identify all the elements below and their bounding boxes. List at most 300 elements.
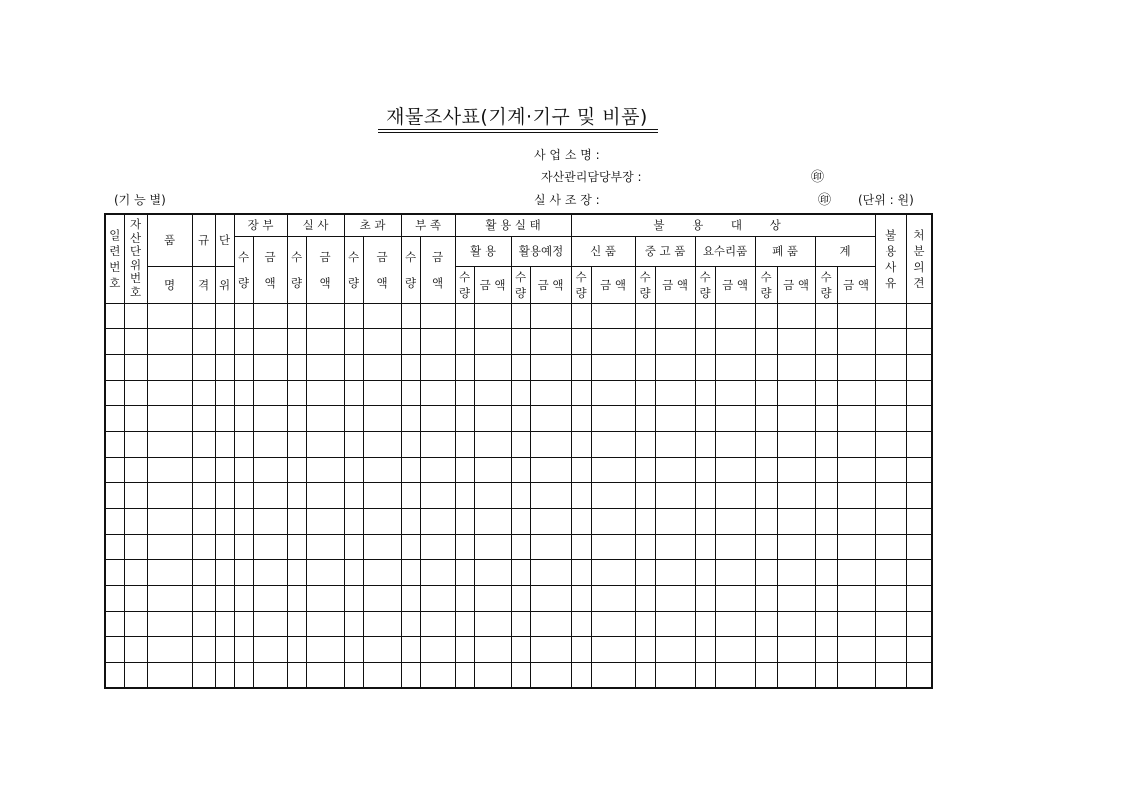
table-cell[interactable] bbox=[105, 560, 124, 586]
table-cell[interactable] bbox=[105, 534, 124, 560]
table-cell[interactable] bbox=[234, 483, 253, 509]
table-cell[interactable] bbox=[234, 354, 253, 380]
table-cell[interactable] bbox=[401, 637, 420, 663]
table-cell[interactable] bbox=[875, 380, 906, 406]
table-cell[interactable] bbox=[815, 663, 837, 689]
table-cell[interactable] bbox=[192, 431, 215, 457]
table-cell[interactable] bbox=[511, 354, 530, 380]
table-cell[interactable] bbox=[401, 509, 420, 535]
table-cell[interactable] bbox=[837, 483, 875, 509]
table-cell[interactable] bbox=[215, 457, 234, 483]
table-cell[interactable] bbox=[655, 329, 695, 355]
table-cell[interactable] bbox=[401, 560, 420, 586]
table-cell[interactable] bbox=[837, 534, 875, 560]
table-cell[interactable] bbox=[344, 611, 363, 637]
table-cell[interactable] bbox=[455, 354, 474, 380]
table-cell[interactable] bbox=[777, 380, 815, 406]
table-cell[interactable] bbox=[777, 354, 815, 380]
table-cell[interactable] bbox=[474, 380, 511, 406]
table-cell[interactable] bbox=[420, 534, 455, 560]
table-cell[interactable] bbox=[530, 586, 571, 612]
table-cell[interactable] bbox=[147, 483, 192, 509]
table-cell[interactable] bbox=[511, 611, 530, 637]
table-cell[interactable] bbox=[655, 637, 695, 663]
table-cell[interactable] bbox=[105, 354, 124, 380]
table-cell[interactable] bbox=[474, 663, 511, 689]
table-cell[interactable] bbox=[344, 586, 363, 612]
table-cell[interactable] bbox=[455, 663, 474, 689]
table-cell[interactable] bbox=[401, 329, 420, 355]
table-cell[interactable] bbox=[455, 457, 474, 483]
table-cell[interactable] bbox=[253, 303, 287, 329]
table-cell[interactable] bbox=[147, 534, 192, 560]
table-cell[interactable] bbox=[287, 380, 306, 406]
table-cell[interactable] bbox=[815, 329, 837, 355]
table-cell[interactable] bbox=[695, 431, 715, 457]
table-cell[interactable] bbox=[234, 509, 253, 535]
table-cell[interactable] bbox=[875, 303, 906, 329]
table-cell[interactable] bbox=[124, 457, 147, 483]
table-cell[interactable] bbox=[635, 663, 655, 689]
table-cell[interactable] bbox=[215, 560, 234, 586]
table-cell[interactable] bbox=[511, 406, 530, 432]
table-cell[interactable] bbox=[253, 329, 287, 355]
table-cell[interactable] bbox=[875, 354, 906, 380]
table-cell[interactable] bbox=[234, 303, 253, 329]
table-cell[interactable] bbox=[306, 380, 344, 406]
table-cell[interactable] bbox=[420, 509, 455, 535]
table-cell[interactable] bbox=[363, 611, 401, 637]
table-cell[interactable] bbox=[815, 560, 837, 586]
table-cell[interactable] bbox=[815, 303, 837, 329]
table-cell[interactable] bbox=[215, 586, 234, 612]
table-cell[interactable] bbox=[591, 663, 635, 689]
table-cell[interactable] bbox=[511, 663, 530, 689]
table-cell[interactable] bbox=[147, 637, 192, 663]
table-cell[interactable] bbox=[344, 637, 363, 663]
table-cell[interactable] bbox=[105, 611, 124, 637]
table-cell[interactable] bbox=[455, 560, 474, 586]
table-cell[interactable] bbox=[420, 483, 455, 509]
table-cell[interactable] bbox=[474, 354, 511, 380]
table-cell[interactable] bbox=[344, 534, 363, 560]
table-cell[interactable] bbox=[695, 509, 715, 535]
table-cell[interactable] bbox=[875, 329, 906, 355]
table-cell[interactable] bbox=[875, 509, 906, 535]
table-cell[interactable] bbox=[511, 534, 530, 560]
table-cell[interactable] bbox=[287, 560, 306, 586]
table-cell[interactable] bbox=[591, 406, 635, 432]
table-cell[interactable] bbox=[253, 586, 287, 612]
table-cell[interactable] bbox=[815, 586, 837, 612]
table-cell[interactable] bbox=[655, 354, 695, 380]
table-cell[interactable] bbox=[420, 611, 455, 637]
table-cell[interactable] bbox=[474, 586, 511, 612]
table-cell[interactable] bbox=[253, 380, 287, 406]
table-cell[interactable] bbox=[777, 560, 815, 586]
table-cell[interactable] bbox=[124, 303, 147, 329]
table-cell[interactable] bbox=[906, 457, 932, 483]
table-cell[interactable] bbox=[474, 509, 511, 535]
table-cell[interactable] bbox=[234, 560, 253, 586]
table-cell[interactable] bbox=[571, 637, 591, 663]
table-cell[interactable] bbox=[906, 380, 932, 406]
table-cell[interactable] bbox=[635, 534, 655, 560]
table-cell[interactable] bbox=[306, 329, 344, 355]
table-cell[interactable] bbox=[147, 380, 192, 406]
table-cell[interactable] bbox=[192, 663, 215, 689]
table-cell[interactable] bbox=[306, 354, 344, 380]
table-cell[interactable] bbox=[105, 406, 124, 432]
table-cell[interactable] bbox=[571, 483, 591, 509]
table-cell[interactable] bbox=[215, 534, 234, 560]
table-cell[interactable] bbox=[192, 637, 215, 663]
table-cell[interactable] bbox=[147, 329, 192, 355]
table-cell[interactable] bbox=[777, 431, 815, 457]
table-cell[interactable] bbox=[401, 534, 420, 560]
table-cell[interactable] bbox=[906, 354, 932, 380]
table-cell[interactable] bbox=[363, 354, 401, 380]
table-cell[interactable] bbox=[124, 534, 147, 560]
table-cell[interactable] bbox=[837, 406, 875, 432]
table-cell[interactable] bbox=[695, 534, 715, 560]
table-cell[interactable] bbox=[147, 586, 192, 612]
table-cell[interactable] bbox=[105, 457, 124, 483]
table-cell[interactable] bbox=[124, 586, 147, 612]
table-cell[interactable] bbox=[715, 354, 755, 380]
table-cell[interactable] bbox=[363, 329, 401, 355]
table-cell[interactable] bbox=[420, 431, 455, 457]
table-cell[interactable] bbox=[105, 483, 124, 509]
table-cell[interactable] bbox=[253, 354, 287, 380]
table-cell[interactable] bbox=[215, 303, 234, 329]
table-cell[interactable] bbox=[755, 380, 777, 406]
table-cell[interactable] bbox=[815, 380, 837, 406]
table-cell[interactable] bbox=[571, 329, 591, 355]
table-cell[interactable] bbox=[906, 611, 932, 637]
table-cell[interactable] bbox=[306, 457, 344, 483]
table-cell[interactable] bbox=[253, 663, 287, 689]
table-cell[interactable] bbox=[124, 560, 147, 586]
table-cell[interactable] bbox=[530, 431, 571, 457]
table-cell[interactable] bbox=[815, 406, 837, 432]
table-cell[interactable] bbox=[363, 483, 401, 509]
table-cell[interactable] bbox=[571, 303, 591, 329]
table-cell[interactable] bbox=[715, 534, 755, 560]
table-cell[interactable] bbox=[655, 406, 695, 432]
table-cell[interactable] bbox=[875, 534, 906, 560]
table-cell[interactable] bbox=[906, 329, 932, 355]
table-cell[interactable] bbox=[511, 637, 530, 663]
table-cell[interactable] bbox=[287, 303, 306, 329]
table-cell[interactable] bbox=[124, 354, 147, 380]
table-cell[interactable] bbox=[124, 406, 147, 432]
table-cell[interactable] bbox=[455, 380, 474, 406]
table-cell[interactable] bbox=[777, 329, 815, 355]
table-cell[interactable] bbox=[192, 611, 215, 637]
table-cell[interactable] bbox=[875, 483, 906, 509]
table-cell[interactable] bbox=[655, 303, 695, 329]
table-cell[interactable] bbox=[837, 509, 875, 535]
table-cell[interactable] bbox=[906, 534, 932, 560]
table-cell[interactable] bbox=[755, 303, 777, 329]
table-cell[interactable] bbox=[401, 663, 420, 689]
table-cell[interactable] bbox=[234, 380, 253, 406]
table-cell[interactable] bbox=[192, 457, 215, 483]
table-cell[interactable] bbox=[715, 406, 755, 432]
table-cell[interactable] bbox=[571, 586, 591, 612]
table-cell[interactable] bbox=[455, 611, 474, 637]
table-cell[interactable] bbox=[755, 406, 777, 432]
table-cell[interactable] bbox=[571, 534, 591, 560]
table-cell[interactable] bbox=[591, 637, 635, 663]
table-cell[interactable] bbox=[215, 611, 234, 637]
table-cell[interactable] bbox=[591, 431, 635, 457]
table-cell[interactable] bbox=[474, 637, 511, 663]
table-cell[interactable] bbox=[777, 406, 815, 432]
table-cell[interactable] bbox=[635, 509, 655, 535]
table-cell[interactable] bbox=[530, 329, 571, 355]
table-cell[interactable] bbox=[695, 637, 715, 663]
table-cell[interactable] bbox=[655, 509, 695, 535]
table-cell[interactable] bbox=[124, 611, 147, 637]
table-cell[interactable] bbox=[715, 637, 755, 663]
table-cell[interactable] bbox=[344, 663, 363, 689]
table-cell[interactable] bbox=[571, 509, 591, 535]
table-cell[interactable] bbox=[655, 457, 695, 483]
table-cell[interactable] bbox=[306, 483, 344, 509]
table-cell[interactable] bbox=[124, 431, 147, 457]
table-cell[interactable] bbox=[591, 457, 635, 483]
table-cell[interactable] bbox=[253, 534, 287, 560]
table-cell[interactable] bbox=[306, 586, 344, 612]
table-cell[interactable] bbox=[875, 457, 906, 483]
table-cell[interactable] bbox=[474, 303, 511, 329]
table-cell[interactable] bbox=[192, 406, 215, 432]
table-cell[interactable] bbox=[344, 483, 363, 509]
table-cell[interactable] bbox=[253, 611, 287, 637]
table-cell[interactable] bbox=[635, 483, 655, 509]
table-cell[interactable] bbox=[455, 303, 474, 329]
table-cell[interactable] bbox=[147, 509, 192, 535]
table-cell[interactable] bbox=[635, 586, 655, 612]
table-cell[interactable] bbox=[815, 534, 837, 560]
table-cell[interactable] bbox=[455, 329, 474, 355]
table-cell[interactable] bbox=[253, 560, 287, 586]
table-cell[interactable] bbox=[306, 509, 344, 535]
table-cell[interactable] bbox=[287, 483, 306, 509]
table-cell[interactable] bbox=[755, 560, 777, 586]
table-cell[interactable] bbox=[530, 354, 571, 380]
table-cell[interactable] bbox=[124, 509, 147, 535]
table-cell[interactable] bbox=[344, 509, 363, 535]
table-cell[interactable] bbox=[571, 611, 591, 637]
table-cell[interactable] bbox=[815, 431, 837, 457]
table-cell[interactable] bbox=[215, 637, 234, 663]
table-cell[interactable] bbox=[215, 329, 234, 355]
table-cell[interactable] bbox=[344, 354, 363, 380]
table-cell[interactable] bbox=[815, 611, 837, 637]
table-cell[interactable] bbox=[695, 380, 715, 406]
table-cell[interactable] bbox=[420, 457, 455, 483]
table-cell[interactable] bbox=[875, 586, 906, 612]
table-cell[interactable] bbox=[815, 457, 837, 483]
table-cell[interactable] bbox=[474, 457, 511, 483]
table-cell[interactable] bbox=[530, 534, 571, 560]
table-cell[interactable] bbox=[234, 406, 253, 432]
table-cell[interactable] bbox=[591, 509, 635, 535]
table-cell[interactable] bbox=[474, 534, 511, 560]
table-cell[interactable] bbox=[234, 329, 253, 355]
table-cell[interactable] bbox=[344, 303, 363, 329]
table-cell[interactable] bbox=[147, 354, 192, 380]
table-cell[interactable] bbox=[875, 560, 906, 586]
table-cell[interactable] bbox=[474, 431, 511, 457]
table-cell[interactable] bbox=[287, 663, 306, 689]
table-cell[interactable] bbox=[906, 663, 932, 689]
table-cell[interactable] bbox=[906, 431, 932, 457]
table-cell[interactable] bbox=[695, 483, 715, 509]
table-cell[interactable] bbox=[875, 431, 906, 457]
table-cell[interactable] bbox=[105, 663, 124, 689]
table-cell[interactable] bbox=[571, 354, 591, 380]
table-cell[interactable] bbox=[755, 663, 777, 689]
table-cell[interactable] bbox=[655, 586, 695, 612]
table-cell[interactable] bbox=[511, 457, 530, 483]
table-cell[interactable] bbox=[363, 431, 401, 457]
table-cell[interactable] bbox=[591, 483, 635, 509]
table-cell[interactable] bbox=[147, 663, 192, 689]
table-cell[interactable] bbox=[147, 560, 192, 586]
table-cell[interactable] bbox=[906, 406, 932, 432]
table-cell[interactable] bbox=[815, 509, 837, 535]
table-cell[interactable] bbox=[755, 509, 777, 535]
table-cell[interactable] bbox=[591, 303, 635, 329]
table-cell[interactable] bbox=[837, 354, 875, 380]
table-cell[interactable] bbox=[192, 560, 215, 586]
table-cell[interactable] bbox=[755, 534, 777, 560]
table-cell[interactable] bbox=[511, 586, 530, 612]
table-cell[interactable] bbox=[906, 483, 932, 509]
table-cell[interactable] bbox=[906, 509, 932, 535]
table-cell[interactable] bbox=[147, 457, 192, 483]
table-cell[interactable] bbox=[455, 509, 474, 535]
table-cell[interactable] bbox=[420, 354, 455, 380]
table-cell[interactable] bbox=[715, 509, 755, 535]
table-cell[interactable] bbox=[906, 586, 932, 612]
table-cell[interactable] bbox=[755, 611, 777, 637]
table-cell[interactable] bbox=[344, 406, 363, 432]
table-cell[interactable] bbox=[147, 303, 192, 329]
table-cell[interactable] bbox=[530, 560, 571, 586]
table-cell[interactable] bbox=[105, 431, 124, 457]
table-cell[interactable] bbox=[715, 586, 755, 612]
table-cell[interactable] bbox=[455, 406, 474, 432]
table-cell[interactable] bbox=[287, 354, 306, 380]
table-cell[interactable] bbox=[777, 303, 815, 329]
table-cell[interactable] bbox=[571, 663, 591, 689]
table-cell[interactable] bbox=[474, 329, 511, 355]
table-cell[interactable] bbox=[363, 303, 401, 329]
table-cell[interactable] bbox=[777, 509, 815, 535]
table-cell[interactable] bbox=[420, 380, 455, 406]
table-cell[interactable] bbox=[234, 534, 253, 560]
table-cell[interactable] bbox=[401, 586, 420, 612]
table-cell[interactable] bbox=[455, 483, 474, 509]
table-cell[interactable] bbox=[755, 483, 777, 509]
table-cell[interactable] bbox=[306, 406, 344, 432]
table-cell[interactable] bbox=[530, 303, 571, 329]
table-cell[interactable] bbox=[147, 431, 192, 457]
table-cell[interactable] bbox=[777, 457, 815, 483]
table-cell[interactable] bbox=[192, 534, 215, 560]
table-cell[interactable] bbox=[147, 406, 192, 432]
table-cell[interactable] bbox=[837, 380, 875, 406]
table-cell[interactable] bbox=[215, 509, 234, 535]
table-cell[interactable] bbox=[695, 354, 715, 380]
table-cell[interactable] bbox=[363, 534, 401, 560]
table-cell[interactable] bbox=[474, 406, 511, 432]
table-cell[interactable] bbox=[715, 560, 755, 586]
table-cell[interactable] bbox=[401, 354, 420, 380]
table-cell[interactable] bbox=[715, 431, 755, 457]
table-cell[interactable] bbox=[695, 611, 715, 637]
table-cell[interactable] bbox=[655, 431, 695, 457]
table-cell[interactable] bbox=[837, 329, 875, 355]
table-cell[interactable] bbox=[474, 560, 511, 586]
table-cell[interactable] bbox=[455, 534, 474, 560]
table-cell[interactable] bbox=[363, 406, 401, 432]
table-cell[interactable] bbox=[363, 509, 401, 535]
table-cell[interactable] bbox=[306, 663, 344, 689]
table-cell[interactable] bbox=[530, 483, 571, 509]
table-cell[interactable] bbox=[695, 663, 715, 689]
table-cell[interactable] bbox=[105, 637, 124, 663]
table-cell[interactable] bbox=[837, 560, 875, 586]
table-cell[interactable] bbox=[401, 457, 420, 483]
table-cell[interactable] bbox=[511, 380, 530, 406]
table-cell[interactable] bbox=[635, 354, 655, 380]
table-cell[interactable] bbox=[192, 380, 215, 406]
table-cell[interactable] bbox=[124, 637, 147, 663]
table-cell[interactable] bbox=[401, 303, 420, 329]
table-cell[interactable] bbox=[306, 560, 344, 586]
table-cell[interactable] bbox=[777, 534, 815, 560]
table-cell[interactable] bbox=[837, 611, 875, 637]
table-cell[interactable] bbox=[215, 483, 234, 509]
table-cell[interactable] bbox=[253, 509, 287, 535]
table-cell[interactable] bbox=[591, 560, 635, 586]
table-cell[interactable] bbox=[306, 534, 344, 560]
table-cell[interactable] bbox=[837, 431, 875, 457]
table-cell[interactable] bbox=[420, 637, 455, 663]
table-cell[interactable] bbox=[695, 303, 715, 329]
table-cell[interactable] bbox=[215, 380, 234, 406]
table-cell[interactable] bbox=[306, 303, 344, 329]
table-cell[interactable] bbox=[105, 380, 124, 406]
table-cell[interactable] bbox=[815, 354, 837, 380]
table-cell[interactable] bbox=[455, 637, 474, 663]
table-cell[interactable] bbox=[530, 457, 571, 483]
table-cell[interactable] bbox=[215, 431, 234, 457]
table-cell[interactable] bbox=[755, 586, 777, 612]
table-cell[interactable] bbox=[511, 560, 530, 586]
table-cell[interactable] bbox=[105, 303, 124, 329]
table-cell[interactable] bbox=[253, 457, 287, 483]
table-cell[interactable] bbox=[635, 329, 655, 355]
table-cell[interactable] bbox=[777, 663, 815, 689]
table-cell[interactable] bbox=[287, 406, 306, 432]
